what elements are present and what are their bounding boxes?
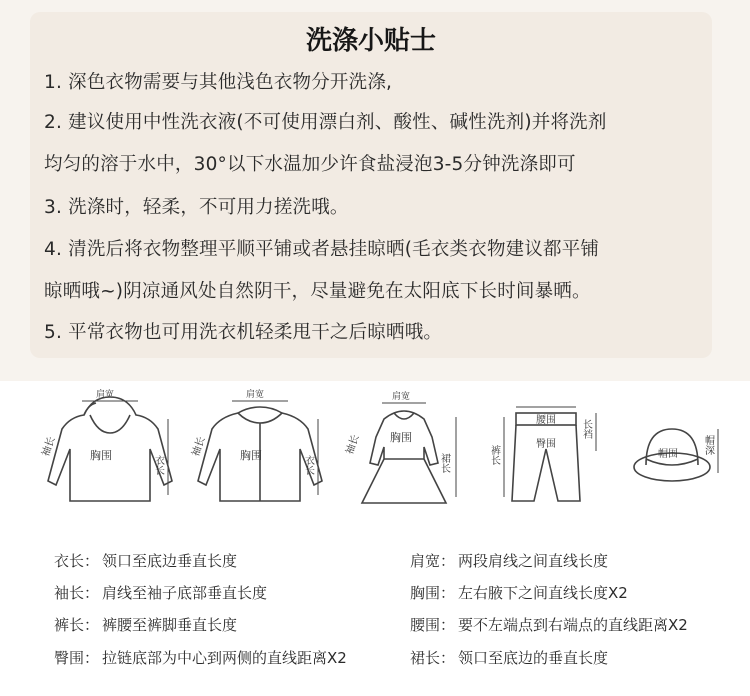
- tip-line-2-cont: 均匀的溶于水中，30°以下水温加少许食盐浸泡3-5分钟洗涤即可: [44, 154, 576, 175]
- jacket-length-label: 衣长: [302, 455, 314, 475]
- jacket-width-label: 肩宽: [246, 390, 265, 400]
- hoodie-width-label: 肩宽: [96, 390, 115, 400]
- dress-diagram: [340, 389, 470, 509]
- jacket-sleeve-label: 袖长: [190, 435, 208, 459]
- legend-desc: 两段肩线之间直线长度: [458, 552, 609, 570]
- pants-length-label: 裤长: [488, 445, 500, 465]
- tip-line-4: 4. 清洗后将衣物整理平顺平铺或者悬挂晾晒(毛衣类衣物建议都平铺: [44, 239, 600, 260]
- jacket-diagram: [190, 389, 330, 509]
- legend-term: 袖长：: [54, 584, 100, 602]
- legend-term: 裙长：: [410, 649, 456, 667]
- pants-waist-label: 腰围: [536, 415, 556, 426]
- legend-desc: 要不左端点到右端点的直线距离X2: [458, 616, 688, 634]
- legend-waist: [410, 614, 688, 635]
- legend-skirt-length: [410, 647, 608, 668]
- hat-circ-label: 帽围: [658, 449, 678, 460]
- tip-line-3: 3. 洗涤时，轻柔，不可用力搓洗哦。: [44, 197, 349, 218]
- hat-diagram: [628, 389, 728, 509]
- pants-diagram: [488, 389, 612, 509]
- legend-sleeve: [54, 582, 267, 603]
- legend-term: 臀围：: [54, 649, 100, 667]
- pants-icon: [488, 389, 612, 509]
- legend-chest: [410, 582, 628, 603]
- jacket-icon: [190, 389, 330, 509]
- hat-depth-label: 帽深: [702, 435, 714, 455]
- legend-desc: 肩线至袖子底部垂直长度: [102, 584, 268, 602]
- legend-term: 胸围：: [410, 584, 456, 602]
- legend-term: 腰围：: [410, 616, 456, 634]
- dress-chest-label: 胸围: [390, 431, 412, 444]
- hat-icon: [628, 389, 728, 509]
- legend-term: 裤长：: [54, 616, 100, 634]
- tip-line-4-cont: 晾晒哦~)阴凉通风处自然阴干，尽量避免在太阳底下长时间暴晒。: [44, 281, 591, 302]
- washing-tips-card: [30, 12, 712, 358]
- hoodie-sleeve-label: 袖长: [40, 435, 58, 459]
- legend-shoulder: [410, 550, 608, 571]
- pants-hip-label: 臀围: [536, 439, 556, 450]
- legend-desc: 左右腋下之间直线长度X2: [458, 584, 628, 602]
- pants-rise-label: 长裆: [580, 419, 592, 439]
- tip-line-2: 2. 建议使用中性洗衣液(不可使用漂白剂、酸性、碱性洗剂)并将洗剂: [44, 112, 607, 133]
- dress-icon: [340, 389, 470, 509]
- legend-desc: 裤腰至裤脚垂直长度: [102, 616, 238, 634]
- legend-length: [54, 550, 237, 571]
- size-guide-panel: [0, 381, 750, 696]
- tips-title: 洗涤小贴士: [305, 26, 436, 56]
- tip-line-5: 5. 平常衣物也可用洗衣机轻柔甩干之后晾晒哦。: [44, 322, 443, 343]
- legend-term: 衣长：: [54, 552, 100, 570]
- legend-term: 肩宽：: [410, 552, 456, 570]
- tip-line-1: 1. 深色衣物需要与其他浅色衣物分开洗涤,: [44, 72, 393, 93]
- jacket-chest-label: 胸围: [240, 449, 262, 462]
- hoodie-length-label: 衣长: [152, 455, 164, 475]
- hoodie-chest-label: 胸围: [90, 449, 112, 462]
- legend-desc: 领口至底边的垂直长度: [458, 649, 609, 667]
- dress-sleeve-label: 袖长: [344, 433, 362, 457]
- legend-hip: [54, 647, 347, 668]
- hoodie-diagram: [40, 389, 180, 509]
- legend-pants-length: [54, 614, 237, 635]
- hoodie-icon: [40, 389, 180, 509]
- dress-width-label: 肩宽: [392, 392, 411, 402]
- legend-desc: 领口至底边垂直长度: [102, 552, 238, 570]
- legend-desc: 拉链底部为中心到两侧的直线距离X2: [102, 649, 347, 667]
- dress-length-label: 裙长: [438, 453, 450, 473]
